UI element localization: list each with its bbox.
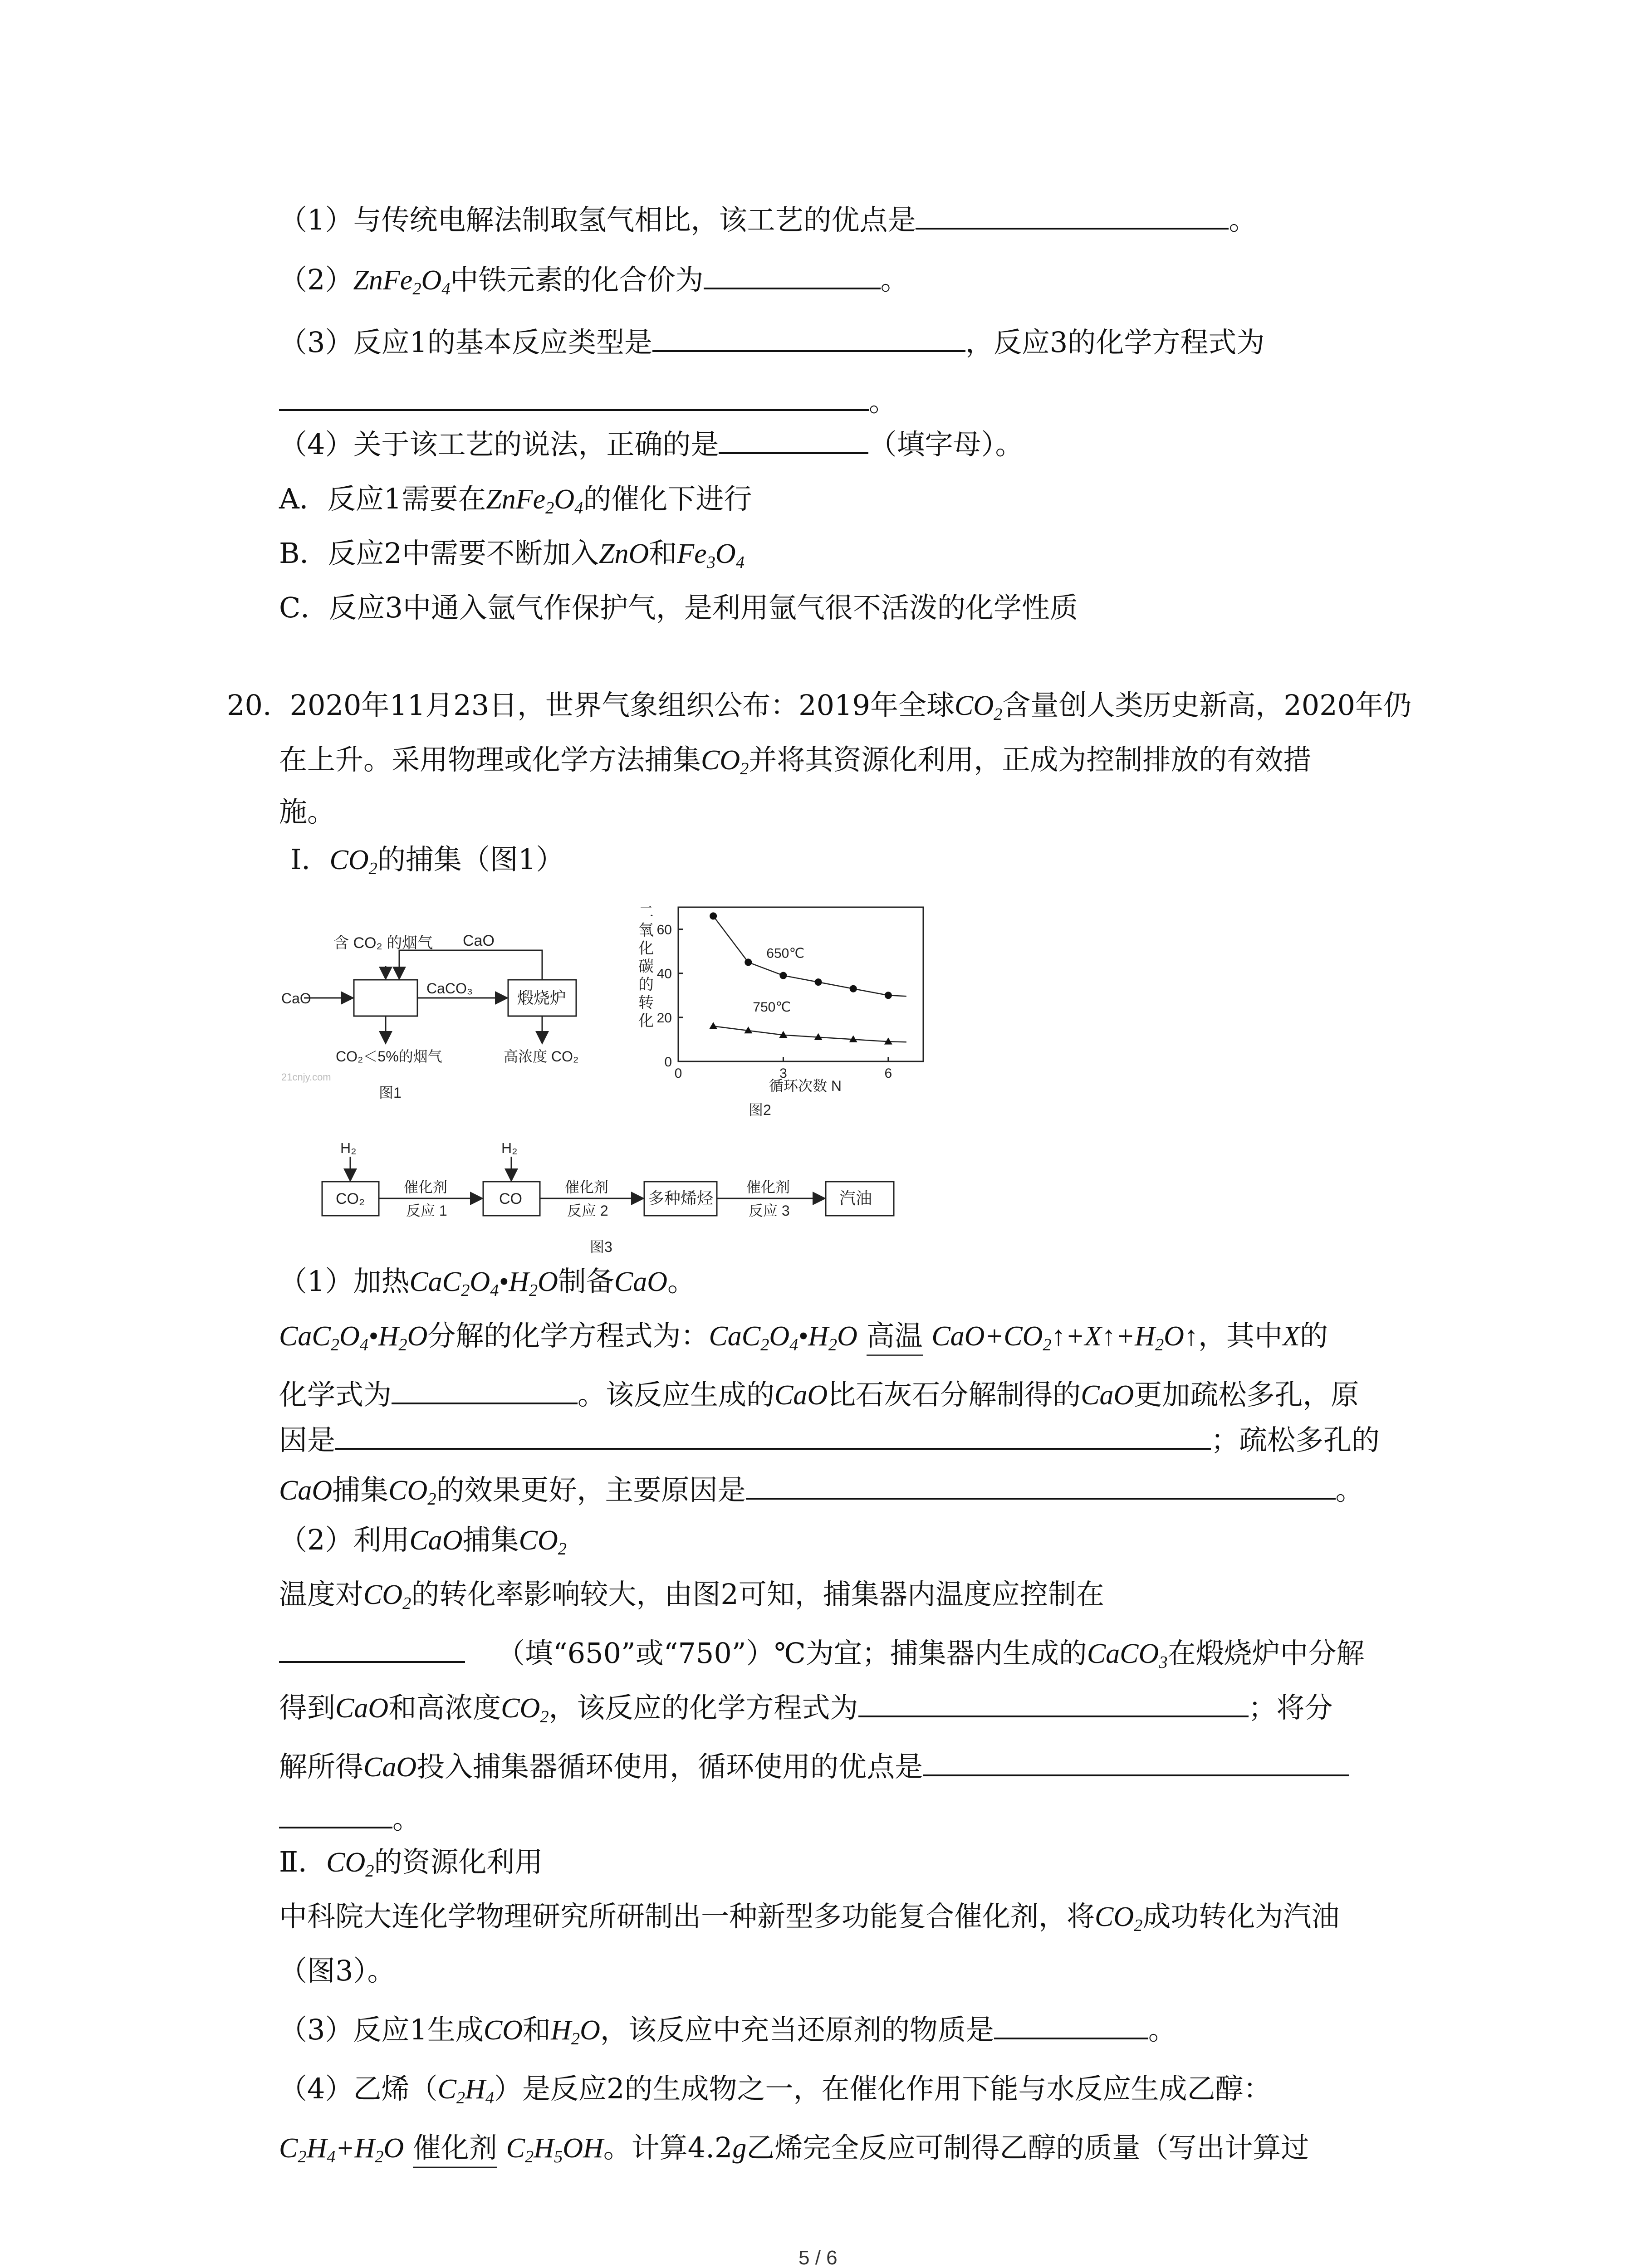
reaction-condition: 高温 — [867, 1319, 923, 1356]
question-number: 20. — [227, 689, 272, 722]
catalyst-label-1: 催化剂 — [404, 1179, 448, 1195]
answer-blank[interactable] — [392, 1374, 578, 1404]
data-point-650 — [779, 972, 787, 979]
answer-blank[interactable] — [719, 424, 868, 454]
q20-sub2-line1: 温度对$CO_2$的转化率影响较大，由图2可知，捕集器内温度应控制在 — [279, 1578, 1104, 1613]
answer-blank[interactable] — [279, 1799, 392, 1828]
watermark: 21cnjy.com — [281, 1071, 331, 1083]
series-line-750℃ — [713, 1026, 906, 1042]
y-axis-label: 二氧化碳的转化 — [638, 904, 654, 1030]
y-tick-label: 60 — [656, 922, 672, 938]
h2-label-1: H₂ — [340, 1143, 357, 1156]
answer-blank[interactable] — [916, 200, 1229, 230]
q20-sub1-line2: 化学式为 。该反应生成的CaO比石灰石分解制得的CaO更加疏松多孔，原 — [279, 1374, 1359, 1416]
series-label: 750℃ — [753, 1000, 791, 1015]
x-axis-label: 循环次数 N — [769, 1078, 842, 1094]
box-gasoline: 汽油 — [839, 1189, 872, 1207]
h2-label-2: H₂ — [501, 1143, 518, 1156]
high-co2-label: 高浓度 CO₂ — [504, 1048, 579, 1065]
y-tick-label: 20 — [656, 1010, 672, 1026]
q20-sub2-title: （2）利用CaO捕集$CO_2$ — [279, 1523, 567, 1559]
reaction-label-3: 反应 3 — [749, 1202, 790, 1219]
answer-blank[interactable] — [994, 2009, 1148, 2039]
y-tick-label: 0 — [664, 1055, 672, 1070]
y-tick-label: 40 — [656, 966, 672, 982]
answer-blank[interactable] — [279, 381, 869, 411]
catalyst-label-3: 催化剂 — [746, 1179, 790, 1195]
reaction-condition: 催化剂 — [413, 2131, 497, 2168]
q20-intro-line3: 施。 — [279, 795, 336, 828]
chart-marks — [709, 912, 906, 1044]
q20-part2-line2: （图3）。 — [279, 1954, 396, 1987]
q20-part2-heading: Ⅱ．$CO_2$的资源化利用 — [279, 1845, 543, 1881]
q20-sub2-line5: 。 — [279, 1799, 421, 1839]
figure-3-caption: 图3 — [590, 1239, 612, 1255]
data-point-650 — [850, 985, 857, 992]
q20-sub2-line4: 解所得CaO投入捕集器循环使用，循环使用的优点是 — [279, 1746, 1349, 1788]
figure-1-caption: 图1 — [379, 1085, 402, 1101]
series-line-650℃ — [713, 916, 906, 996]
q19-sub3: （3）反应1的基本反应类型是 ，反应3的化学方程式为 — [279, 322, 1264, 363]
box-olefins: 多种烯烃 — [648, 1189, 714, 1207]
q20-sub2-line2: （填“650”或“750”）℃为宜；捕集器内生成的CaCO$_3$在煅烧炉中分解 — [279, 1633, 1365, 1674]
q20-part2-line1: 中科院大连化学物理研究所研制出一种新型多功能复合催化剂，将$CO_2$成功转化为汽油 — [279, 1900, 1340, 1935]
x-tick-label: 0 — [674, 1066, 682, 1081]
flue-in-label: 含 CO₂ 的烟气 — [333, 934, 433, 952]
data-point-750 — [709, 1022, 717, 1029]
data-point-650 — [710, 912, 717, 919]
q20-intro-line2: 在上升。采用物理或化学方法捕集$CO_2$并将其资源化利用，正成为控制排放的有效措 — [279, 743, 1312, 778]
q20-sub3: （3）反应1生成CO和$H_2O$，该反应中充当还原剂的物质是 。 — [279, 2009, 1176, 2051]
data-point-650 — [745, 958, 752, 966]
box-co2: CO₂ — [336, 1190, 365, 1207]
answer-blank[interactable] — [704, 259, 881, 289]
q19-option-b: B．反应2中需要不断加入ZnO和$Fe_3O_4$ — [279, 537, 745, 572]
q19-option-a: A．反应1需要在$ZnFe_2O_4$的催化下进行 — [279, 482, 752, 518]
q20-sub2-line3: 得到CaO和高浓度$CO_2$，该反应的化学方程式为 ；将分 — [279, 1687, 1333, 1729]
data-point-650 — [815, 978, 822, 986]
q20-sub4-line1: （4）乙烯$(C_2H_4)$是反应2的生成物之一，在催化作用下能与水反应生成乙醇： — [279, 2072, 1272, 2107]
q19-sub2: $(2)ZnFe_2O_4$中铁元素的化合价为 。 — [279, 259, 909, 301]
answer-blank[interactable] — [335, 1420, 1211, 1450]
answer-blank[interactable] — [279, 1633, 465, 1663]
q20-sub4-line2: $C_2H_4+H_2O$ 催化剂 $C_2H_5OH$。计算4.2g乙烯完全反应可制得乙醇的质量（写出计算过 — [279, 2127, 1309, 2169]
q19-sub1: （1）与传统电解法制取氢气相比，该工艺的优点是 。 — [279, 200, 1257, 240]
q20-part1-heading: Ⅰ．$CO_2$的捕集（图1） — [290, 843, 564, 878]
box-co: CO — [499, 1190, 522, 1207]
reaction-label-2: 反应 2 — [567, 1202, 608, 1219]
q20-sub1-title: （1）加热$CaC_2O_4•H_2O$制备CaO。 — [279, 1265, 696, 1300]
x-tick-label: 6 — [884, 1066, 892, 1081]
furnace-label: 煅烧炉 — [517, 988, 567, 1007]
figure-2-chart — [628, 889, 946, 1120]
caco3-label: CaCO₃ — [426, 980, 473, 997]
q19-sub4: （4）关于该工艺的说法，正确的是 （填字母）。 — [279, 424, 1023, 465]
q20-sub1-line4: CaO捕集$CO_2$的效果更好，主要原因是 。 — [279, 1470, 1364, 1511]
q19-sub3-cont: 。 — [279, 381, 897, 422]
x-tick-label: 3 — [779, 1066, 787, 1081]
answer-blank[interactable] — [652, 322, 965, 352]
catalyst-label-2: 催化剂 — [565, 1179, 609, 1195]
figure-1-diagram — [281, 912, 626, 1107]
answer-blank[interactable] — [923, 1746, 1349, 1776]
q20-sub1-equation: $CaC_2O_4•H_2O$分解的化学方程式为：$CaC_2O_4•H_2O$ 高温 $CaO+CO_2↑+X↑+H_2O↑$，其中X的 — [279, 1315, 1328, 1357]
cao-return-label: CaO — [463, 932, 495, 949]
plot-frame — [678, 907, 923, 1061]
q20-sub1-line3: 因是 ；疏松多孔的 — [279, 1420, 1380, 1461]
answer-blank[interactable] — [746, 1470, 1336, 1500]
reaction-label-1: 反应 1 — [406, 1202, 447, 1219]
flue-out-label: CO₂＜5%的烟气 — [336, 1048, 442, 1065]
answer-blank[interactable] — [858, 1687, 1249, 1717]
figure-2-caption: 图2 — [749, 1102, 771, 1118]
series-label: 650℃ — [766, 946, 805, 961]
page-number: 5 / 6 — [798, 2247, 838, 2268]
figure-3-diagram — [318, 1143, 953, 1256]
data-point-650 — [885, 992, 892, 999]
q19-option-c: C．反应3中通入氩气作保护气，是利用氩气很不活泼的化学性质 — [279, 591, 1078, 624]
cao-input-label: CaO — [281, 990, 311, 1007]
q20-intro-line1: 20. 2020年11月23日，世界气象组织公布：2019年全球$CO_2$含量创人类历史新高，2020年仍 — [227, 689, 1412, 724]
